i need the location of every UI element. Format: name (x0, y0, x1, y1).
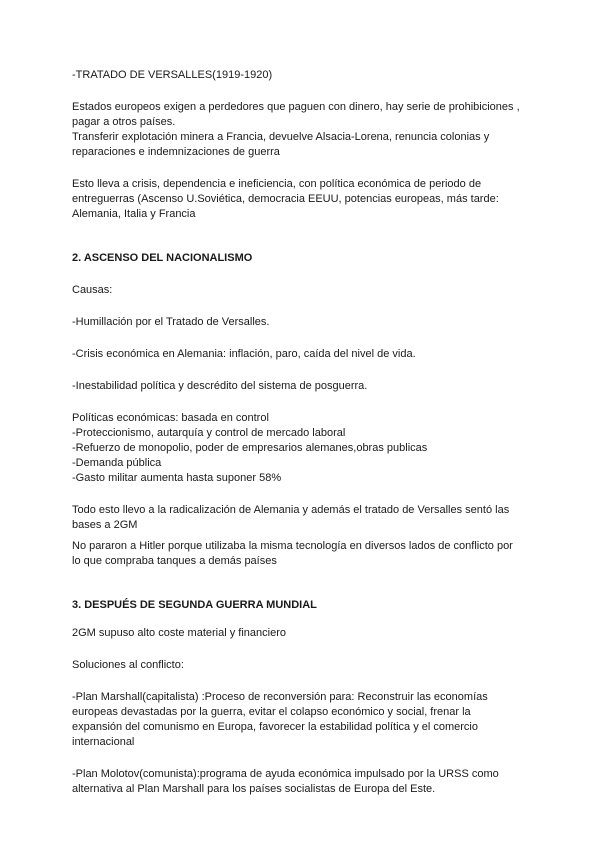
list-item: -Inestabilidad política y descrédito del sistema de posguerra. (72, 380, 368, 392)
text-line: Transferir explotación minera a Francia, devuelve Alsacia-Lorena, renuncia colonias y (72, 131, 490, 143)
text-line: Esto lleva a crisis, dependencia e ineficiencia, con política económica de periodo de (72, 178, 482, 190)
list-item: -Crisis económica en Alemania: inflación, paro, caída del nivel de vida. (72, 348, 416, 360)
text-line: Todo esto llevo a la radicalización de Alemania y además el tratado de Versalles sentó las (72, 504, 510, 516)
text-line: -Plan Molotov(comunista):programa de ayuda económica impulsado por la URSS como (72, 768, 499, 780)
causes-label: Causas: (72, 284, 113, 296)
section-heading-post-war: 3. DESPUÉS DE SEGUNDA GUERRA MUNDIAL (72, 599, 317, 611)
text-line: entreguerras (Ascenso U.Soviética, democracia EEUU, potencias europeas, más tarde: (72, 193, 499, 205)
text-line: europeas devastadas por la guerra, evitar el colapso económico y social, frenar la (72, 706, 471, 718)
solutions-label: Soluciones al conflicto: (72, 659, 184, 671)
treaty-title: -TRATADO DE VERSALLES(1919-1920) (72, 69, 273, 81)
text-line: -Plan Marshall(capitalista) :Proceso de reconversión para: Reconstruir las economías (72, 691, 488, 703)
list-item: -Refuerzo de monopolio, poder de empresarios alemanes,obras publicas (72, 442, 428, 454)
text-line: 2GM supuso alto coste material y financiero (72, 627, 286, 639)
text-line: reparaciones e indemnizaciones de guerra (72, 146, 280, 158)
text-line: lo que compraba tanques a demás países (72, 555, 277, 567)
list-item: -Gasto militar aumenta hasta suponer 58% (72, 472, 282, 484)
text-line: No pararon a Hitler porque utilizaba la misma tecnología en diversos lados de conflicto por (72, 540, 513, 552)
text-line: expansión del comunismo en Europa, favorecer la estabilidad política y el comercio (72, 721, 478, 733)
list-item: -Proteccionismo, autarquía y control de mercado laboral (72, 427, 346, 439)
text-line: bases a 2GM (72, 519, 138, 531)
list-item: -Humillación por el Tratado de Versalles. (72, 316, 270, 328)
document-page (72, 68, 532, 797)
list-item: -Demanda pública (72, 457, 162, 469)
text-line: Estados europeos exigen a perdedores que paguen con dinero, hay serie de prohibiciones , (72, 101, 520, 113)
text-line: Alemania, Italia y Francia (72, 208, 196, 220)
section-heading-nationalism: 2. ASCENSO DEL NACIONALISMO (72, 252, 253, 264)
text-line: internacional (72, 736, 135, 748)
text-line: pagar a otros países. (72, 116, 176, 128)
text-line: alternativa al Plan Marshall para los países socialistas de Europa del Este. (72, 783, 436, 795)
policies-label: Políticas económicas: basada en control (72, 412, 269, 424)
